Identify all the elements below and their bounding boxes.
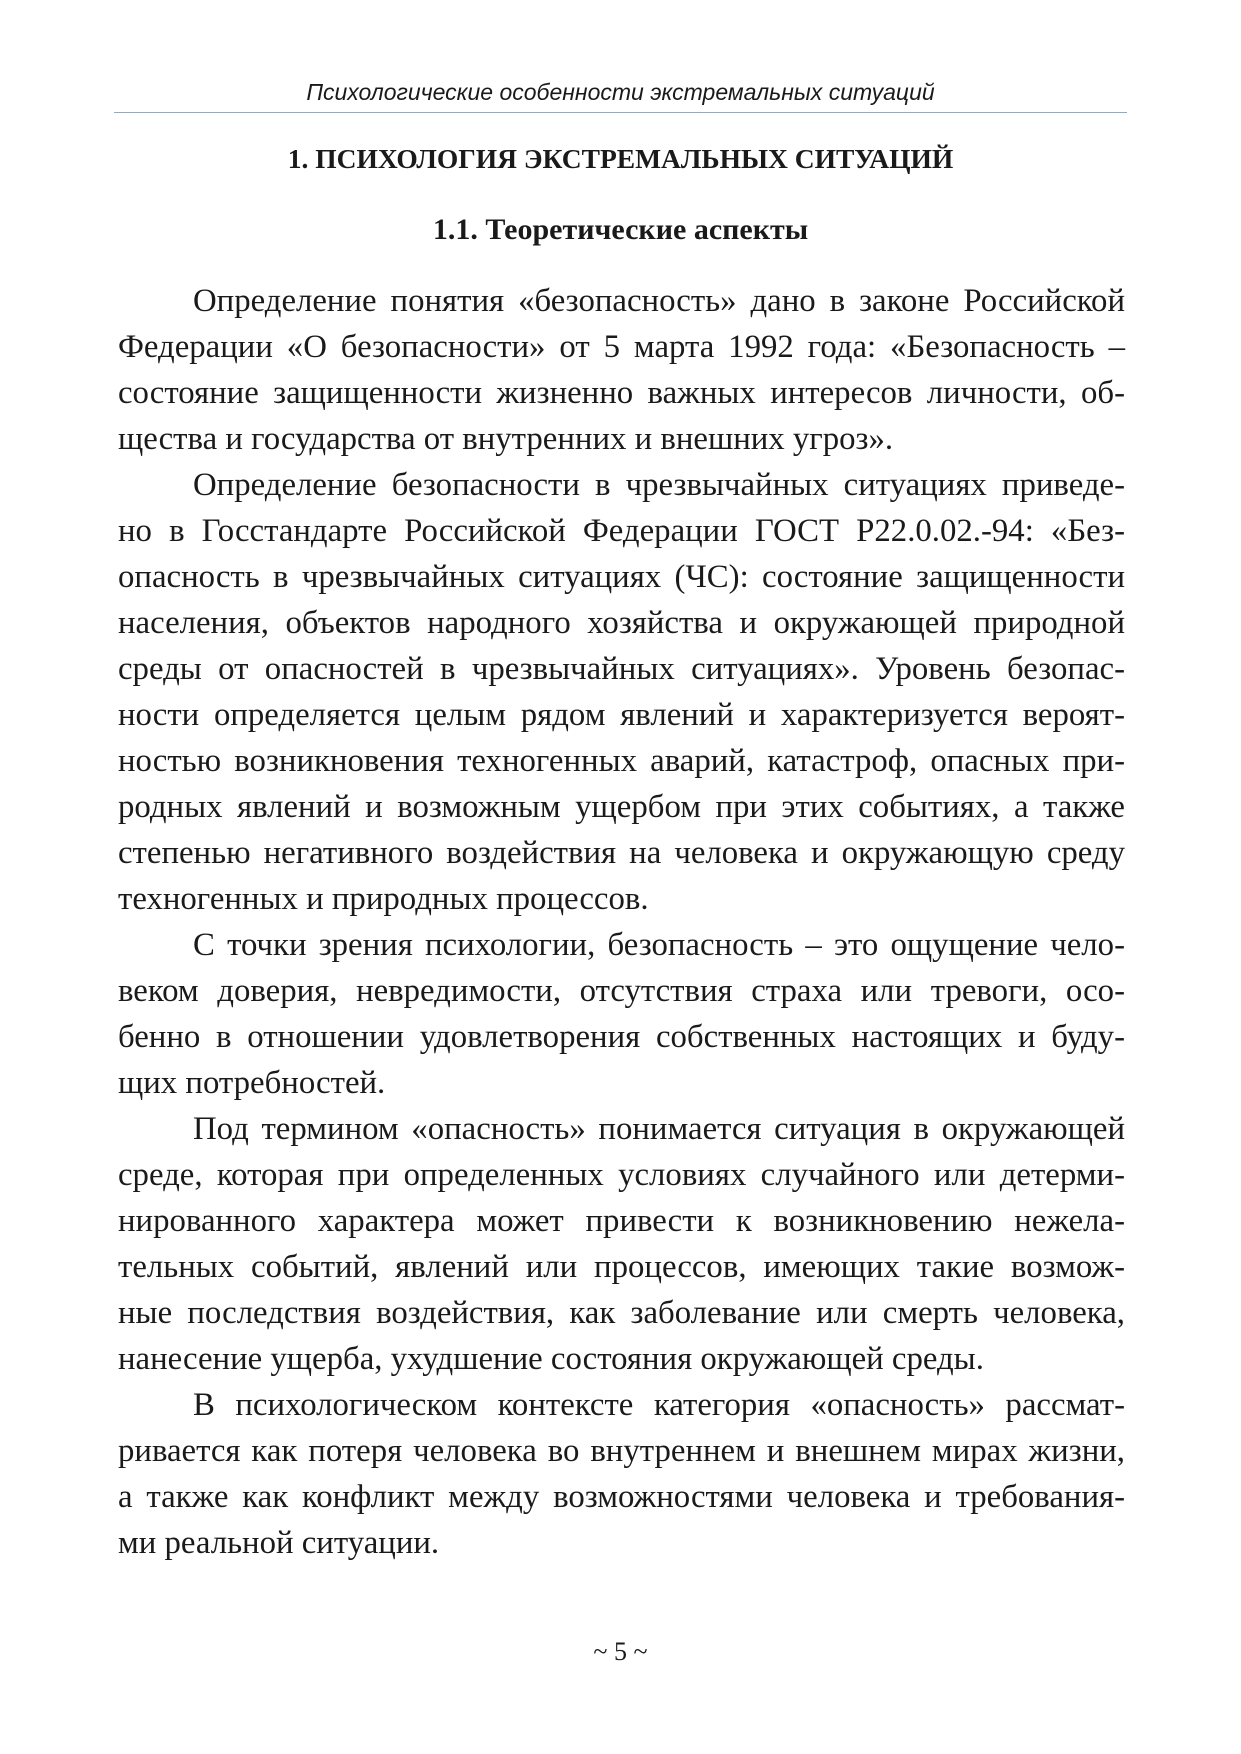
text-line: степенью негативного воздействия на человека и окружающую среду xyxy=(118,835,1125,871)
text-line: но в Госстандарте Российской Федерации ГОСТ Р22.0.02.-94: «Без- xyxy=(118,513,1125,549)
text-line: тельных событий, явлений или процессов, имеющих такие возмож- xyxy=(118,1249,1125,1285)
paragraph-danger-term xyxy=(118,1106,1125,1382)
text-line: ности определяется целым рядом явлений и характеризуется вероят- xyxy=(118,697,1125,733)
paragraph-definition-safety xyxy=(118,278,1125,462)
text-line: ривается как потеря человека во внутреннем и внешнем мирах жизни, xyxy=(118,1433,1125,1469)
text-line: состояние защищенности жизненно важных интересов личности, об- xyxy=(118,375,1125,411)
text-line: щих потребностей. xyxy=(118,1065,386,1101)
text-line: бенно в отношении удовлетворения собственных настоящих и буду- xyxy=(118,1019,1125,1055)
chapter-title: 1. ПСИХОЛОГИЯ ЭКСТРЕМАЛЬНЫХ СИТУАЦИЙ xyxy=(287,143,954,174)
text-line: В психологическом контексте категория «опасность» рассмат- xyxy=(193,1387,1125,1423)
text-line: щества и государства от внутренних и внешних угроз». xyxy=(118,421,894,457)
text-line: ные последствия воздействия, как заболевание или смерть человека, xyxy=(118,1295,1125,1331)
text-line: ностью возникновения техногенных аварий, катастроф, опасных при- xyxy=(118,743,1125,779)
text-line: а также как конфликт между возможностями человека и требования- xyxy=(118,1479,1125,1515)
text-line: С точки зрения психологии, безопасность – это ощущение чело- xyxy=(193,927,1125,963)
text-line: нированного характера может привести к возникновению нежела- xyxy=(118,1203,1125,1239)
body-text xyxy=(118,278,1125,1566)
text-line: веком доверия, невредимости, отсутствия страха или тревоги, осо- xyxy=(118,973,1125,1009)
paragraph-emergency-safety xyxy=(118,462,1125,922)
text-line: нанесение ущерба, ухудшение состояния окружающей среды. xyxy=(118,1341,984,1377)
text-line: Федерации «О безопасности» от 5 марта 1992 года: «Безопасность – xyxy=(118,329,1125,365)
header-rule xyxy=(114,112,1127,113)
page-number: ~ 5 ~ xyxy=(593,1637,648,1666)
paragraph-psychology-safety xyxy=(118,922,1125,1106)
text-line: Под термином «опасность» понимается ситуация в окружающей xyxy=(193,1111,1125,1147)
text-line: техногенных и природных процессов. xyxy=(118,881,649,917)
text-line: среде, которая при определенных условиях случайного или детерми- xyxy=(118,1157,1125,1193)
text-line: Определение понятия «безопасность» дано в законе Российской xyxy=(193,283,1125,319)
text-line: населения, объектов народного хозяйства и окружающей природной xyxy=(118,605,1125,641)
text-line: среды от опасностей в чрезвычайных ситуациях». Уровень безопас- xyxy=(118,651,1125,687)
text-line: ми реальной ситуации. xyxy=(118,1525,440,1561)
text-line: родных явлений и возможным ущербом при этих событиях, а также xyxy=(118,789,1125,825)
section-title: 1.1. Теоретические аспекты xyxy=(432,213,809,246)
running-header: Психологические особенности экстремальных ситуаций xyxy=(306,79,935,105)
paragraph-danger-psychology xyxy=(118,1382,1125,1566)
text-line: Определение безопасности в чрезвычайных ситуациях приведе- xyxy=(193,467,1125,503)
text-line: опасность в чрезвычайных ситуациях (ЧС): состояние защищенности xyxy=(118,559,1125,595)
